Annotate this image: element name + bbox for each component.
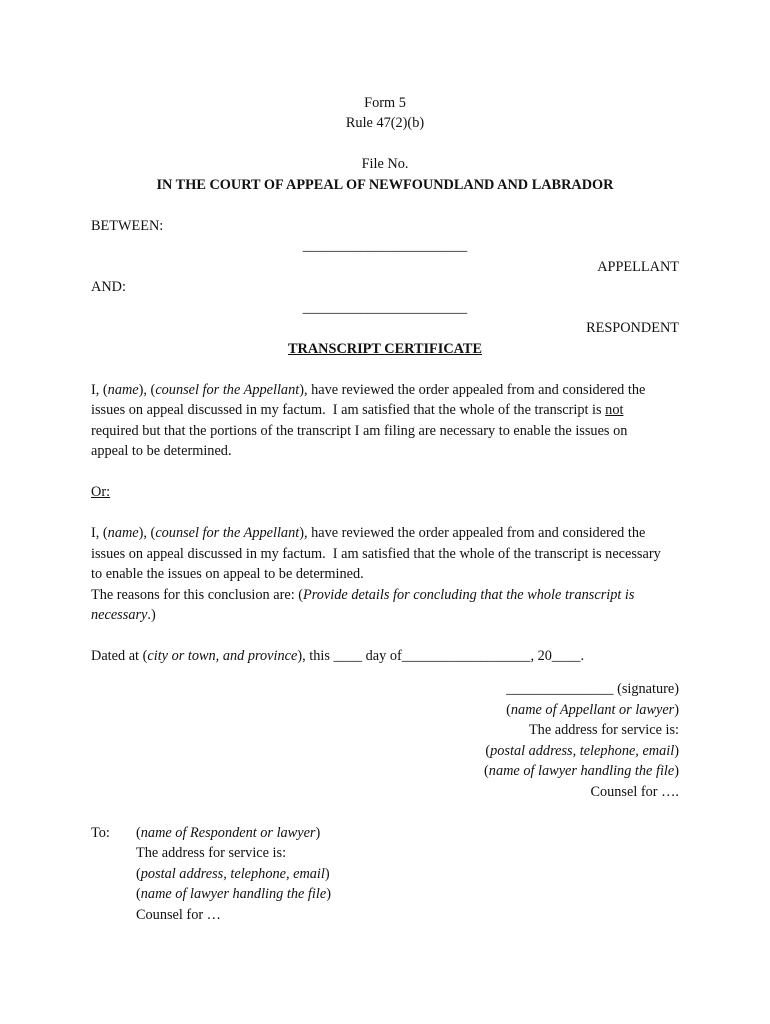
recipient-counsel: Counsel for … — [136, 907, 221, 923]
certificate-title: TRANSCRIPT CERTIFICATE — [288, 341, 482, 357]
recipient-lawyer: (name of lawyer handling the file) — [136, 886, 331, 902]
option2-line1: I, (name), (counsel for the Appellant), have reviewed the order appealed from and considered the — [91, 525, 646, 541]
signer-counsel: Counsel for …. — [590, 784, 679, 800]
signer-address-label: The address for service is: — [528, 722, 679, 738]
signer-lawyer: (name of lawyer handling the file) — [484, 763, 679, 779]
signer-postal: (postal address, telephone, email) — [485, 743, 679, 759]
rule-reference: Rule 47(2)(b) — [345, 115, 425, 131]
to-label: To: — [91, 825, 110, 841]
not-emphasis: not — [605, 402, 624, 418]
recipient-name: (name of Respondent or lawyer) — [136, 825, 321, 841]
name-placeholder: name — [107, 382, 139, 398]
place-placeholder: city or town, and province — [147, 648, 298, 664]
recipient-postal: (postal address, telephone, email) — [136, 866, 330, 882]
or-separator: Or: — [91, 484, 111, 500]
option2-line2: issues on appeal discussed in my factum. I am satisfied that the whole of the transcript is necessary — [91, 546, 661, 562]
appellant-label: APPELLANT — [597, 259, 679, 275]
form-number: Form 5 — [364, 95, 406, 111]
counsel-placeholder: counsel for the Appellant — [155, 382, 300, 398]
option2-line3: to enable the issues on appeal to be determined. — [91, 566, 364, 582]
respondent-name-blank: _______________________ — [302, 300, 468, 316]
option2-line4: The reasons for this conclusion are: (Provide details for concluding that the whole transcript is — [91, 587, 635, 603]
file-number-label: File No. — [361, 156, 409, 172]
signer-name: (name of Appellant or lawyer) — [506, 702, 679, 718]
and-label: AND: — [91, 279, 126, 295]
option1-line3: required but that the portions of the transcript I am filing are necessary to enable the issues on — [91, 423, 628, 439]
court-heading: IN THE COURT OF APPEAL OF NEWFOUNDLAND AND LABRADOR — [156, 177, 614, 193]
option1-line4: appeal to be determined. — [91, 443, 232, 459]
respondent-label: RESPONDENT — [586, 320, 679, 336]
signature-line: _______________ (signature) — [506, 681, 679, 697]
dated-line: Dated at (city or town, and province), this ____ day of__________________, 20____. — [91, 648, 585, 664]
option1-line2: issues on appeal discussed in my factum. I am satisfied that the whole of the transcript is not — [91, 402, 624, 418]
recipient-address-label: The address for service is: — [136, 845, 287, 861]
between-label: BETWEEN: — [91, 218, 164, 234]
option1-line1: I, (name), (counsel for the Appellant), have reviewed the order appealed from and considered the — [91, 382, 646, 398]
option2-line5: necessary.) — [91, 607, 156, 623]
appellant-name-blank: _______________________ — [302, 238, 468, 254]
